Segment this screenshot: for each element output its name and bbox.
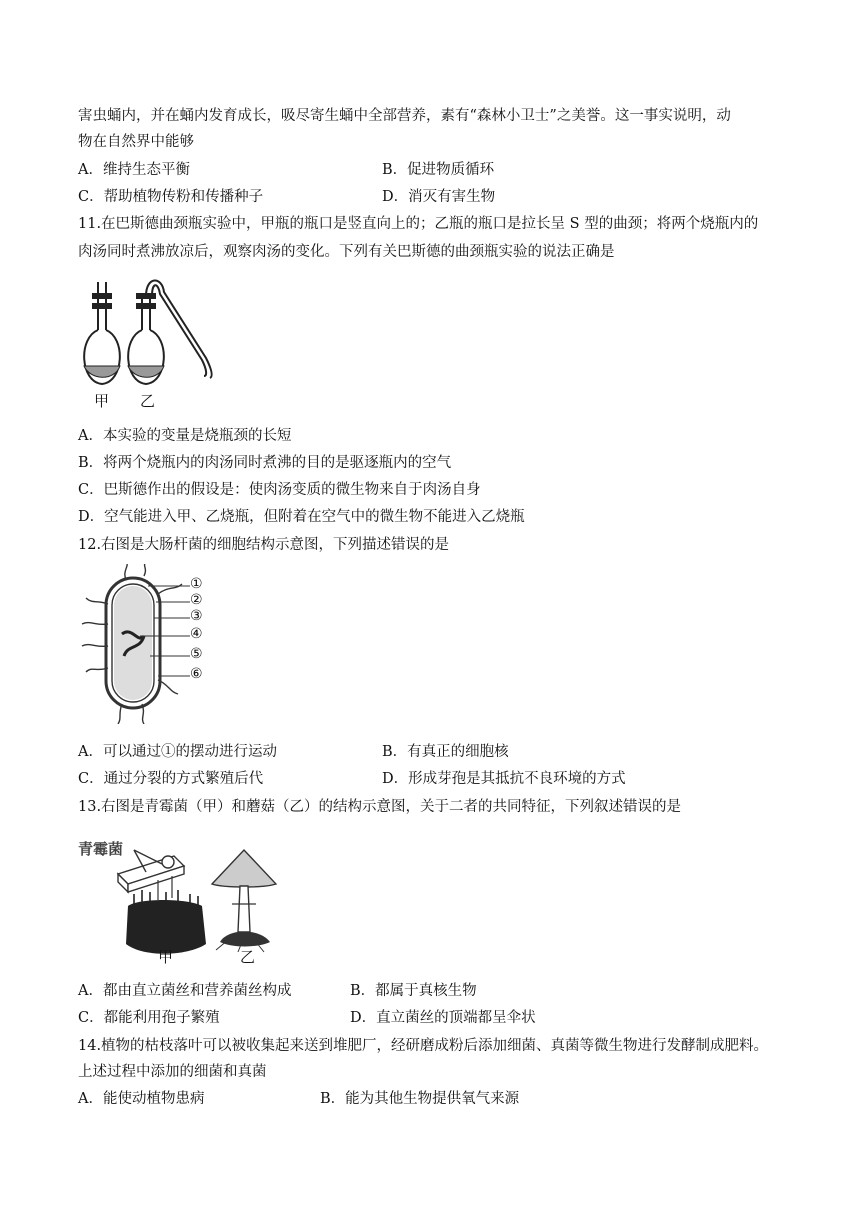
penicillium-title-label: 青霉菌 xyxy=(78,840,124,858)
q10-option-d: D．消灭有害生物 xyxy=(382,189,496,205)
q14-stem-line1: 14.植物的枯枝落叶可以被收集起来送到堆肥厂，经研磨成粉后添加细菌、真菌等微生物进行发酵制成肥料。 xyxy=(78,1038,769,1054)
q14-stem-line2: 上述过程中添加的细菌和真菌 xyxy=(78,1064,267,1080)
q14-option-b: B．能为其他生物提供氧气来源 xyxy=(320,1091,520,1107)
q12-stem: 12.右图是大肠杆菌的细胞结构示意图，下列描述错误的是 xyxy=(78,537,450,553)
q10-option-a: A．维持生态平衡 xyxy=(78,162,190,178)
q13-option-a: A．都由直立菌丝和营养菌丝构成 xyxy=(78,983,292,999)
q12-option-b: B．有真正的细胞核 xyxy=(382,744,509,760)
q10-stem-line1: 害虫蛹内，并在蛹内发育成长，吸尽寄生蛹中全部营养，素有“森林小卫士”之美誉。这一事实说明，动 xyxy=(78,108,731,124)
ecoli-label-5: ⑤ xyxy=(190,646,203,662)
q14-option-a: A．能使动植物患病 xyxy=(78,1091,205,1107)
q11-option-b: B．将两个烧瓶内的肉汤同时煮沸的目的是驱逐瓶内的空气 xyxy=(78,455,452,471)
q12-option-a: A．可以通过①的摆动进行运动 xyxy=(78,744,277,760)
flask-yi-label: 乙 xyxy=(140,392,156,410)
q11-stem-line2: 肉汤同时煮沸放凉后，观察肉汤的变化。下列有关巴斯德的曲颈瓶实验的说法正确是 xyxy=(78,244,615,260)
ecoli-label-6: ⑥ xyxy=(190,666,203,682)
mold-mushroom-figure xyxy=(78,832,278,972)
q10-option-b: B．促进物质循环 xyxy=(382,162,495,178)
ecoli-label-4: ④ xyxy=(190,626,203,642)
q11-option-d: D．空气能进入甲、乙烧瓶，但附着在空气中的微生物不能进入乙烧瓶 xyxy=(78,509,525,525)
ecoli-label-2: ② xyxy=(190,592,203,608)
q10-stem-line2: 物在自然界中能够 xyxy=(78,134,194,150)
q12-option-c: C．通过分裂的方式繁殖后代 xyxy=(78,771,264,787)
flask-jia-label: 甲 xyxy=(94,392,110,410)
flask-experiment-figure xyxy=(78,272,228,412)
q13-option-d: D．直立菌丝的顶端都呈伞状 xyxy=(350,1010,536,1026)
q13-stem: 13.右图是青霉菌（甲）和蘑菇（乙）的结构示意图，关于二者的共同特征，下列叙述错误的是 xyxy=(78,799,682,815)
ecoli-label-3: ③ xyxy=(190,608,203,624)
q11-option-c: C．巴斯德作出的假设是：使肉汤变质的微生物来自于肉汤自身 xyxy=(78,482,481,498)
mushroom-yi-label: 乙 xyxy=(240,948,256,966)
ecoli-structure-figure xyxy=(78,564,228,724)
q13-option-b: B．都属于真核生物 xyxy=(350,983,477,999)
ecoli-label-1: ① xyxy=(190,576,203,592)
ecoli-drawing xyxy=(78,564,228,724)
q13-option-c: C．都能利用孢子繁殖 xyxy=(78,1010,220,1026)
penicillium-jia-label: 甲 xyxy=(158,948,174,966)
q10-option-c: C．帮助植物传粉和传播种子 xyxy=(78,189,264,205)
q11-option-a: A．本实验的变量是烧瓶颈的长短 xyxy=(78,428,292,444)
q12-option-d: D．形成芽孢是其抵抗不良环境的方式 xyxy=(382,771,626,787)
q11-stem-line1: 11.在巴斯德曲颈瓶实验中，甲瓶的瓶口是竖直向上的；乙瓶的瓶口是拉长呈 S 型的曲颈；将两个烧瓶内的 xyxy=(78,216,759,232)
